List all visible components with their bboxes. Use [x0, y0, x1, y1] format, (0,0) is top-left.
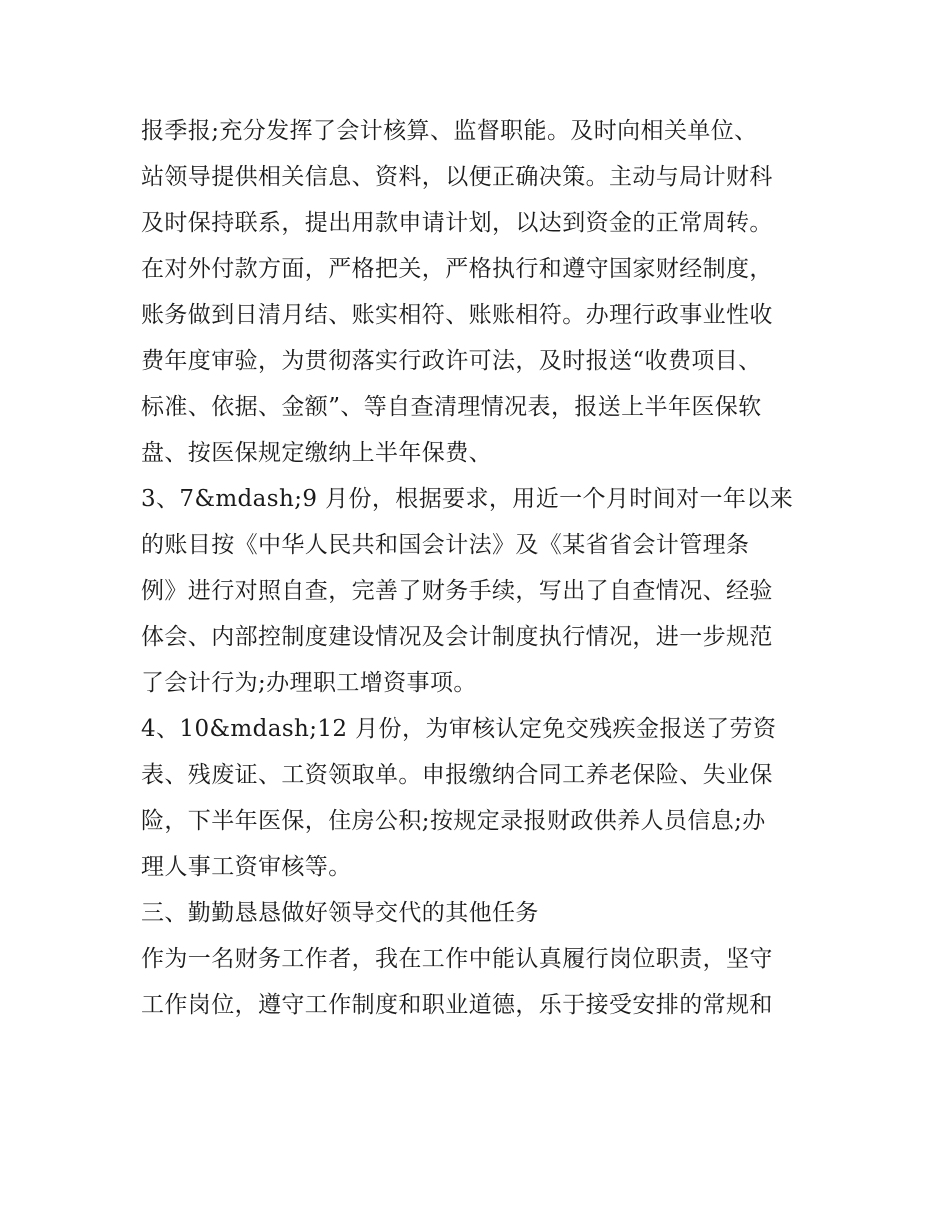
- text-line: 险，下半年医保，住房公积;按规定录报财政供养人员信息;办: [141, 808, 766, 834]
- text-line: 例》进行对照自查，完善了财务手续，写出了自查情况、经验: [141, 578, 773, 604]
- text-line: 4、10&mdash;12 月份，为审核认定免交残疾金报送了劳资: [141, 716, 777, 742]
- text-line: 表、残废证、工资领取单。申报缴纳合同工养老保险、失业保: [141, 762, 773, 788]
- text-line: 费年度审验，为贯彻落实行政许可法，及时报送“收费项目、: [141, 348, 762, 374]
- section-heading: 三、勤勤恳恳做好领导交代的其他任务: [141, 900, 539, 926]
- text-line: 作为一名财务工作者，我在工作中能认真履行岗位职责，坚守: [141, 946, 773, 972]
- text-line: 在对外付款方面，严格把关，严格执行和遵守国家财经制度，: [141, 256, 773, 282]
- text-line: 理人事工资审核等。: [141, 854, 352, 880]
- text-line: 3、7&mdash;9 月份，根据要求，用近一个月时间对一年以来: [141, 486, 794, 512]
- text-line: 标准、依据、金额”、等自查清理情况表，报送上半年医保软: [141, 394, 762, 420]
- text-line: 账务做到日清月结、账实相符、账账相符。办理行政事业性收: [141, 302, 773, 328]
- text-line: 了会计行为;办理职工增资事项。: [141, 670, 477, 696]
- text-line: 的账目按《中华人民共和国会计法》及《某省省会计管理条: [141, 532, 750, 558]
- text-line: 站领导提供相关信息、资料，以便正确决策。主动与局计财科: [141, 164, 773, 190]
- text-line: 及时保持联系，提出用款申请计划，以达到资金的正常周转。: [141, 210, 773, 236]
- text-line: 报季报;充分发挥了会计核算、监督职能。及时向相关单位、: [141, 118, 758, 144]
- text-line: 体会、内部控制度建设情况及会计制度执行情况，进一步规范: [141, 624, 773, 650]
- text-line: 工作岗位，遵守工作制度和职业道德，乐于接受安排的常规和: [141, 992, 773, 1018]
- text-line: 盘、按医保规定缴纳上半年保费、: [141, 440, 492, 466]
- body-text: [141, 108, 821, 1028]
